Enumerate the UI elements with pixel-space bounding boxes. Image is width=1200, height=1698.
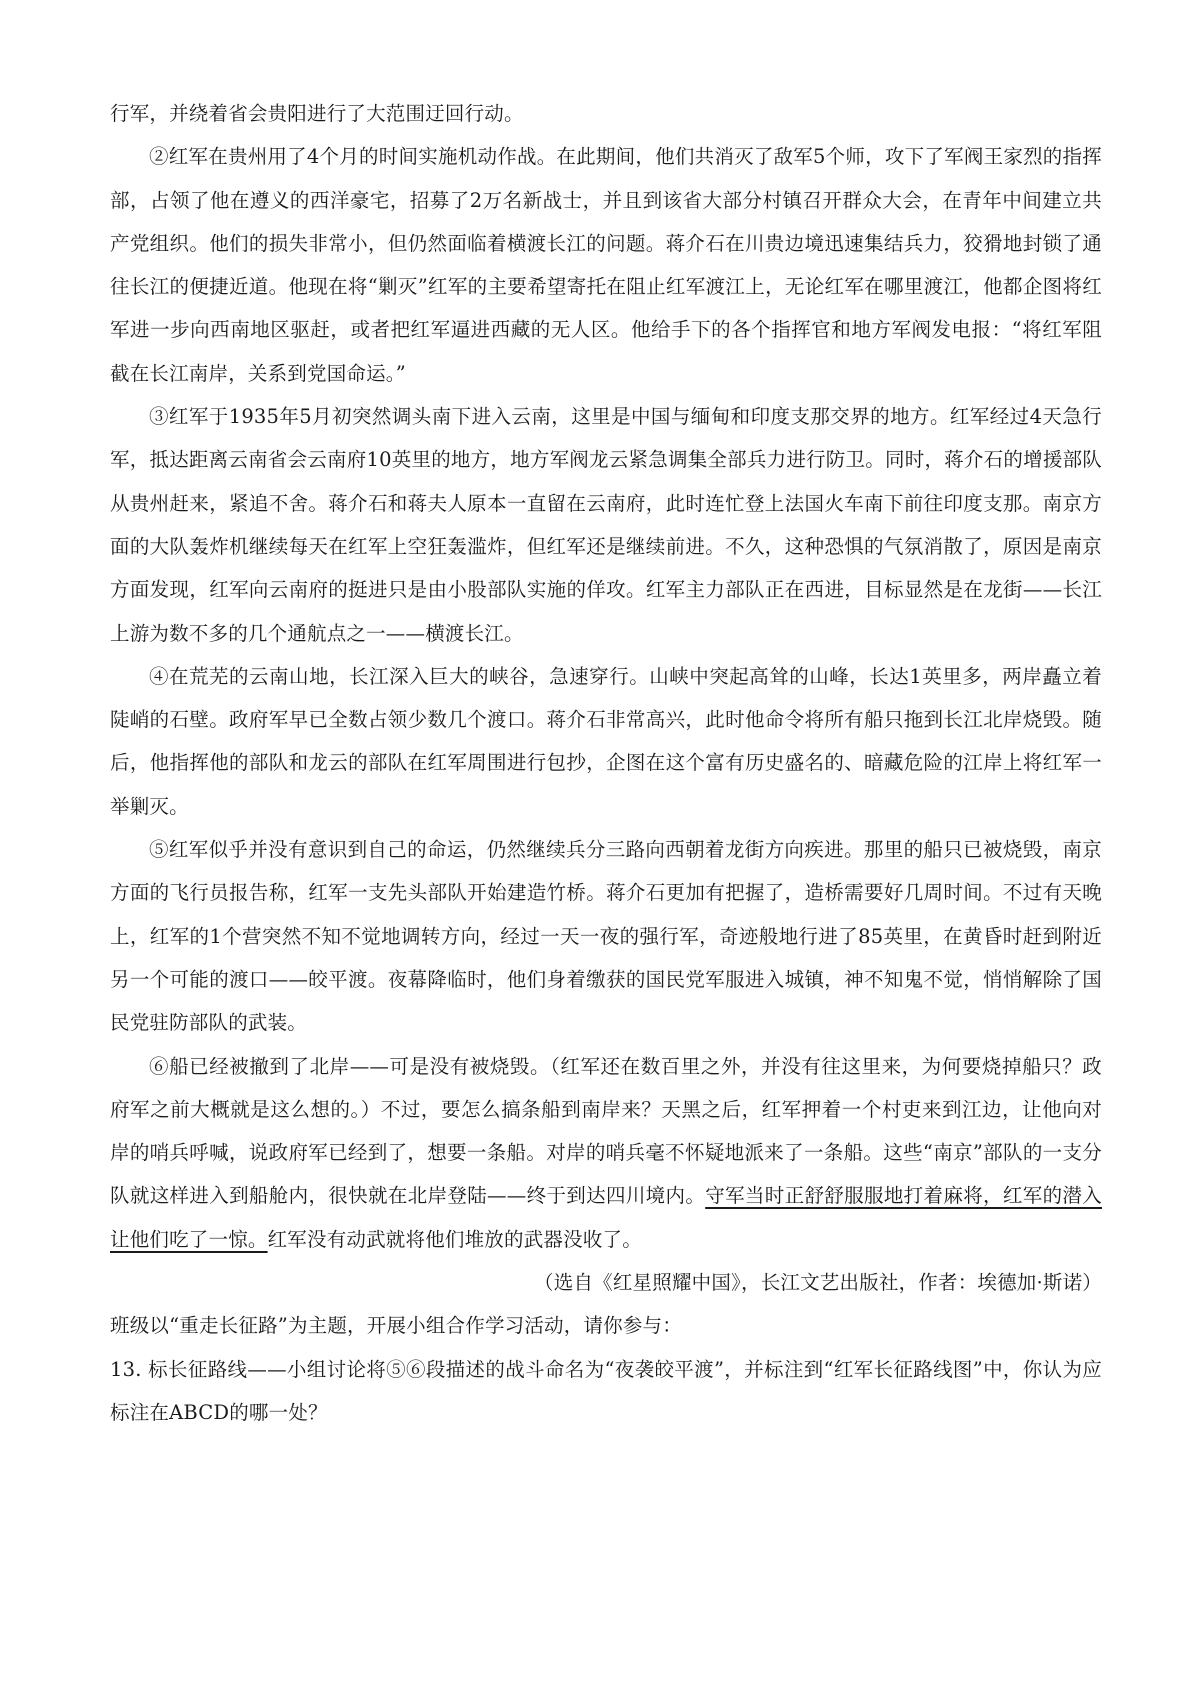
paragraph-6 bbox=[110, 1045, 1102, 1261]
underlined-sentence: 守军当时正舒舒服服地打着麻将，红军的潜入让他们吃了一惊。 bbox=[110, 1184, 1102, 1251]
document-page bbox=[110, 92, 1102, 1434]
activity-intro: 班级以“重走长征路”为主题，开展小组合作学习活动，请你参与： bbox=[110, 1314, 682, 1338]
paragraph-6-text: ⑥船已经被撤到了北岸——可是没有被烧毁。（红军还在数百里之外，并没有往这里来，为何要烧掉船只？政府军之前大概就是这么想的。）不过，要怎么搞条船到南岸来？天黑之后，红军押着一个村吏来到江边，让他向对岸的哨兵呼喊，说政府军已经到了，想要一条船。对岸的哨兵毫不怀疑地派来了一条船。这些“南京”部队的一支分队就这样进入到船舱内，很快就在北岸登陆——终于到达四川境内。 bbox=[110, 1054, 1102, 1208]
paragraph-3: ③红军于1935年5月初突然调头南下进入云南，这里是中国与缅甸和印度支那交界的地方。红军经过4天急行军，抵达距离云南省会云南府10英里的地方，地方军阀龙云紧急调集全部兵力进行防卫。同时，蒋介石的增援部队从贵州赶来，紧追不舍。蒋介石和蒋夫人原本一直留在云南府，此时连忙登上法国火车南下前往印度支那。南京方面的大队轰炸机继续每天在红军上空狂轰滥炸，但红军还是继续前进。不久，这种恐惧的气氛消散了，原因是南京方面发现，红军向云南府的挺进只是由小股部队实施的佯攻。红军主力部队正在西进，目标显然是在龙街——长江上游为数不多的几个通航点之一——横渡长江。 bbox=[110, 405, 1102, 645]
paragraph-1-tail: 行军，并绕着省会贵阳进行了大范围迂回行动。 bbox=[110, 102, 524, 125]
paragraph-6-ending: 红军没有动武就将他们堆放的武器没收了。 bbox=[267, 1227, 642, 1251]
paragraph-4: ④在荒芜的云南山地，长江深入巨大的峡谷，急速穿行。山峡中突起高耸的山峰，长达1英里多，两岸矗立着陡峭的石壁。政府军早已全数占领少数几个渡口。蒋介石非常高兴，此时他命令将所有船只拖到长江北岸烧毁。随后，他指挥他的部队和龙云的部队在红军周围进行包抄，企图在这个富有历史盛名的、暗藏危险的江岸上将红军一举剿灭。 bbox=[110, 664, 1102, 818]
question-13: 13. 标长征路线——小组讨论将⑤⑥段描述的战斗命名为“夜袭皎平渡”，并标注到“红军长征路线图”中，你认为应标注在ABCD的哪一处？ bbox=[110, 1357, 1102, 1424]
paragraph-5: ⑤红军似乎并没有意识到自己的命运，仍然继续兵分三路向西朝着龙街方向疾进。那里的船只已被烧毁，南京方面的飞行员报告称，红军一支先头部队开始建造竹桥。蒋介石更加有把握了，造桥需要好几周时间。不过有天晚上，红军的1个营突然不知不觉地调转方向，经过一天一夜的强行军，奇迹般地行进了85英里，在黄昏时赶到附近另一个可能的渡口——皎平渡。夜幕降临时，他们身着缴获的国民党军服进入城镇，神不知鬼不觉，悄悄解除了国民党驻防部队的武装。 bbox=[110, 838, 1102, 1035]
paragraph-2: ②红军在贵州用了4个月的时间实施机动作战。在此期间，他们共消灭了敌军5个师，攻下了军阀王家烈的指挥部，占领了他在遵义的西洋豪宅，招募了2万名新战士，并且到该省大部分村镇召开群众大会，在青年中间建立共产党组织。他们的损失非常小，但仍然面临着横渡长江的问题。蒋介石在川贵边境迅速集结兵力，狡猾地封锁了通往长江的便捷近道。他现在将“剿灭”红军的主要希望寄托在阻止红军渡江上，无论红军在哪里渡江，他都企图将红军进一步向西南地区驱赶，或者把红军逼进西藏的无人区。他给手下的各个指挥官和地方军阀发电报：“将红军阻截在长江南岸，关系到党国命运。” bbox=[110, 145, 1102, 385]
source-citation: （选自《红星照耀中国》，长江文艺出版社，作者：埃德加·斯诺） bbox=[534, 1271, 1102, 1295]
